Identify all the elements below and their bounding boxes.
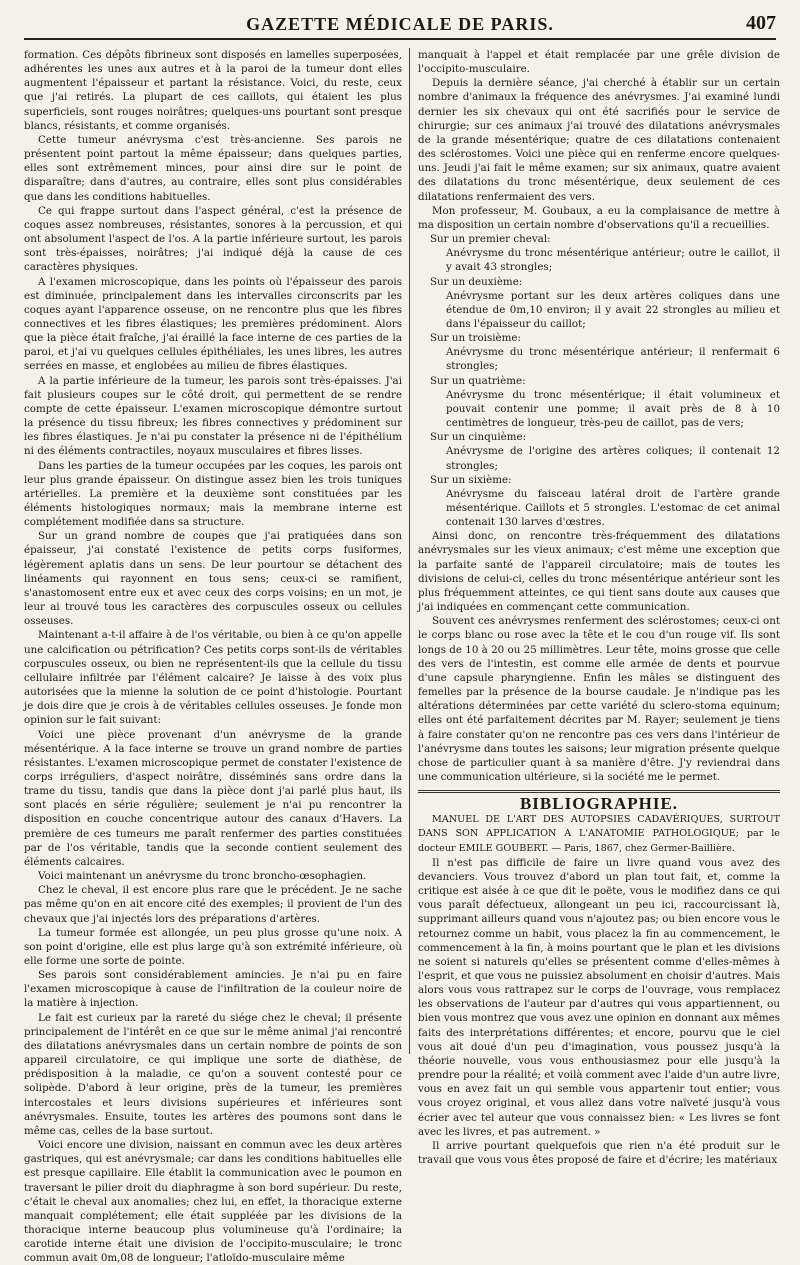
paragraph: Cette tumeur anévrysma c'est très-ancienne. Ses parois ne présentent point partout la même épaisseur; dans quelques parties, elles sont extrêmement minces, pour ainsi dire sur le point de disparaître; dans d'autres, au contraire, elles sont plus considérables que dans les conditions habituelles.: [24, 133, 402, 203]
paragraph: Sur un grand nombre de coupes que j'ai pratiquées dans son épaisseur, j'ai constaté l'existence de petits corps fusiformes, légèrement aplatis dans un sens. De leur pourtour se détachent des linéaments qui rayonnent en tous sens; ceux-ci se ramifient, s'anastomosent entre eux et avec ceux des corps voisins; en un mot, je leur ai trouvé tous les caractères des corpuscules osseux ou cellules osseuses.: [24, 530, 402, 628]
paragraph: Ainsi donc, on rencontre très-fréquemment des dilatations anévrysmales sur les vieux animaux; c'est même une exception que la parfaite santé de l'appareil circulatoire; mais de toutes les divisions de celui-ci, celles du tronc mésentérique antérieur sont les plus fréquemment atteintes, ce qui tient sans doute aux causes que j'ai indiquées en commençant cette communication.: [418, 530, 780, 614]
journal-title: GAZETTE MÉDICALE DE PARIS.: [246, 14, 554, 34]
paragraph: manquait à l'appel et était remplacée par une grêle division de l'occipito-musculaire.: [418, 49, 780, 76]
observation-heading: Sur un deuxième:: [430, 275, 523, 288]
observation-heading: Sur un troisième:: [430, 332, 521, 345]
observation-heading: Sur un sixième:: [430, 473, 512, 486]
observation-text: Anévrysme du tronc mésentérique antérieur; il renfermait 6 strongles;: [446, 346, 780, 373]
paragraph: Il n'est pas difficile de faire un livre quand vous avez des devanciers. Vous trouvez d'abord un plan tout fait, et, comme la critique est aisée à ce que dit le poëte, vous le modifiez dans ce qui vous paraît défectueux, allongeant un peu ici, raccourcissant là, supprimant ailleurs quand vous n'ajoutez pas; ou bien encore vous le retournez comme un habit, vous placez la fin au commencement, le commencement à la fin, à moins pourtant que le plan et les divisions ne soient si naturels qu'elles se présentent comme d'elles-mêmes à l'esprit, et que vous ne puissiez absolument en choisir d'autres. Mais alors vous vous rattrapez sur le corps de l'ouvrage, vous remplacez les observations de l'auteur par d'autres qui vous appartiennent, ou bien vous montrez que vous avez une opinion en donnant aux mêmes faits des interprétations différentes; et encore, pourvu que le ciel vous ait doué d'un peu d'imagination, vous poussez jusqu'à la théorie nouvelle, vous vous enthousiasmez pour elle jusqu'à la prendre pour la réalité; et voilà comment avec l'aide d'un autre livre, vous en avez fait un qui semble vous appartenir tout entier; vous vous croyez original, et vous allez dans votre naïveté jusqu'à vous écrier avec tel auteur que vous connaissez bien: « Les livres se font avec les livres, et pas autrement. »: [418, 856, 780, 1138]
section-rule: [418, 790, 780, 793]
observation-text: Anévrysme du tronc mésentérique antérieur; outre le caillot, il y avait 43 strongles;: [446, 247, 780, 274]
bibliography-reference: MANUEL DE L'ART DES AUTOPSIES CADAVÉRIQUES, SURTOUT DANS SON APPLICATION A L'ANATOMIE PATHOLOGIQUE; par le docteur EMILE GOUBERT. — Paris, 1867, chez Germer-Baillière.: [418, 814, 780, 854]
paragraph: Il arrive pourtant quelquefois que rien n'a été produit sur le travail que vous vous êtes proposé de faire et d'écrire; les matériaux: [418, 1139, 780, 1167]
page-header: [24, 12, 776, 40]
paragraph: Le fait est curieux par la rareté du siége chez le cheval; il présente principalement de l'intérêt en ce que sur le même animal j'ai rencontré des dilatations anévrysmales dans un certain nombre de points de son appareil circulatoire, ce qui implique une sorte de diathèse, de prédisposition à la maladie, ce qu'on a souvent contesté pour ce solipède. D'abord à leur origine, près de la tumeur, les premières intercostales et leurs divisions supérieures et inférieures sont anévrysmales. Ensuite, toutes les artères des poumons sont dans le même cas, celles de la base surtout.: [24, 1011, 402, 1137]
paragraph: Chez le cheval, il est encore plus rare que le précédent. Je ne sache pas même qu'on en ait encore cité des exemples; il provient de l'un des chevaux que j'ai injectés lors des préparations d'artères.: [24, 884, 402, 925]
paragraph: Ses parois sont considérablement amincies. Je n'ai pu en faire l'examen microscopique à cause de l'infiltration de la couleur noire de la matière à injection.: [24, 969, 402, 1010]
paragraph: Voici encore une division, naissant en commun avec les deux artères gastriques, qui est anévrysmale; car dans les conditions habituelles elle est presque capillaire. Elle établit la communication avec le poumon en traversant le pilier droit du diaphragme à son bord supérieur. Du reste, c'était le cheval aux anomalies; chez lui, en effet, la thoracique externe manquait complétement; elle était suppléée par les divisions de la thoracique interne beaucoup plus volumineuse qu'à l'ordinaire; la carotide interne était une division de l'occipito-musculaire; le tronc commun avait 0m,08 de longueur; l'atloïdo-musculaire même: [24, 1139, 402, 1265]
bibliography-heading: BIBLIOGRAPHIE.: [519, 794, 679, 814]
right-column: [418, 48, 780, 1167]
left-column: [24, 48, 402, 1265]
observation-text: Anévrysme du faisceau latéral droit de l'artère grande mésentérique. Caillots et 5 strongles. L'estomac de cet animal contenait 130 larves d'œstres.: [446, 487, 780, 529]
column-divider: [409, 48, 410, 1054]
paragraph: Depuis la dernière séance, j'ai cherché à établir sur un certain nombre d'animaux la fréquence des anévrysmes. J'ai examiné lundi dernier les six chevaux qui ont été sacrifiés pour le service de chirurgie; sur ces animaux j'ai trouvé des dilatations anévrysmales de la grande mésentérique; quatre de ces dilatations contenaient des sclérostomes. Voici une pièce qui en renferme encore quelques-uns. Jeudi j'ai fait le même examen; sur six animaux, quatre avaient des dilatations du tronc mésentérique, deux seulement de ces dilatations renfermaient des vers.: [418, 77, 780, 203]
paragraph: A la partie inférieure de la tumeur, les parois sont très-épaisses. J'ai fait plusieurs coupes sur le côté droit, qui permettent de se rendre compte de cette épaisseur. L'examen microscopique démontre surtout la présence du tissu fibreux; les fibres connectives y prédominent sur les fibres élastiques. Je n'ai pu constater la présence ni de l'épithélium ni des éléments contractiles, noyaux musculaires et fibres lisses.: [24, 374, 402, 458]
observation-text: Anévrysme du tronc mésentérique; il était volumineux et pouvait contenir une pomme; il avait près de 8 à 10 centimètres de longueur, très-peu de caillot, pas de vers;: [446, 388, 780, 430]
page-number: 407: [746, 12, 776, 34]
paragraph: Voici maintenant un anévrysme du tronc broncho-œsophagien.: [38, 870, 367, 883]
observation-heading: Sur un quatrième:: [430, 374, 526, 387]
observation-heading: Sur un premier cheval:: [430, 233, 551, 246]
paragraph: Dans les parties de la tumeur occupées par les coques, les parois ont leur plus grande épaisseur. On distingue assez bien les trois tuniques artérielles. La première et la deuxième sont constituées par les éléments histologiques normaux; mais la membrane interne est complétement modifiée dans sa structure.: [24, 459, 402, 529]
paragraph: Ce qui frappe surtout dans l'aspect général, c'est la présence de coques assez nombreuses, résistantes, sonores à la percussion, et qui ont absolument l'aspect de l'os. A la partie inférieure surtout, les parois sont très-épaisses, noirâtres; j'ai indiqué déjà la cause de ces caractères physiques.: [24, 204, 402, 274]
paragraph: Maintenant a-t-il affaire à de l'os véritable, ou bien à ce qu'on appelle une calcification ou pétrification? Ces petits corps sont-ils de véritables corpuscules osseux, ou bien ne représentent-ils que la cellule du tissu cellulaire infiltrée par l'élément calcaire? Je laisse à des voix plus autorisées que la mienne la solution de ce point d'histologie. Pourtant je dois dire que je crois à de véritables cellules osseuses. Je fonde mon opinion sur le fait suivant:: [24, 629, 402, 727]
observation-text: Anévrysme portant sur les deux artères coliques dans une étendue de 0m,10 environ; il y avait 22 strongles au milieu et dans l'épaisseur du caillot;: [446, 289, 780, 330]
observation-text: Anévrysme de l'origine des artères coliques; il contenait 12 strongles;: [446, 445, 780, 472]
paragraph: A l'examen microscopique, dans les points où l'épaisseur des parois est diminuée, principalement dans les intervalles circonscrits par les coques ayant l'apparence osseuse, on ne rencontre plus que les fibres connectives et les fibres élastiques; les premières prédominent. Alors que la pièce était fraîche, j'ai éraillé la face interne de ces parties de la paroi, et j'ai vu quelques cellules épithéliales, les unes libres, les autres serrées en masse, et englobées au milieu de fibres élastiques.: [24, 275, 402, 373]
observation-heading: Sur un cinquième:: [430, 431, 527, 444]
paragraph: Voici une pièce provenant d'un anévrysme de la grande mésentérique. A la face interne se trouve un grand nombre de parties résistantes. L'examen microscopique permet de constater l'existence de corps irréguliers, d'aspect noirâtre, disséminés sans ordre dans la trame du tissu, tandis que dans la pièce dont j'ai parlé plus haut, ils sont placés en série régulière; seulement je n'ai pu rencontrer la disposition en couche concentrique autour des canaux d'Havers. La première de ces tumeurs me paraît renfermer des parties constituées par de l'os véritable, tandis que la seconde contient seulement des éléments calcaires.: [24, 728, 402, 868]
paragraph: La tumeur formée est allongée, un peu plus grosse qu'une noix. A son point d'origine, elle est plus large qu'à son extrémité inférieure, où elle forme une sorte de pointe.: [24, 926, 402, 967]
paragraph: Souvent ces anévrysmes renferment des sclérostomes; ceux-ci ont le corps blanc ou rose avec la tête et le cou d'un rouge vif. Ils sont longs de 10 à 20 ou 25 millimètres. Leur tête, moins grosse que celle des vers de l'intestin, est comme elle armée de dents et pourvue d'une capsule pharyngienne. Enfin les mâles se distinguent des femelles par la présence de la bourse caudale. Je n'indique pas les altérations déterminées par cette variété du sclero-stoma equinum; elles ont été parfaitement décrites par M. Rayer; seulement je tiens à faire constater qu'on ne rencontre pas ces vers dans l'intérieur de l'anévrysme dans toutes les saisons; leur migration présente quelque chose de particulier quant à sa manière d'être. J'y reviendrai dans une communication ultérieure, si la société me le permet.: [418, 615, 780, 783]
paragraph: Mon professeur, M. Goubaux, a eu la complaisance de mettre à ma disposition un certain nombre d'observations qu'il a recueillies.: [418, 204, 780, 231]
paragraph: formation. Ces dépôts fibrineux sont disposés en lamelles superposées, adhérentes les unes aux autres et à la paroi de la tumeur dont elles augmentent l'épaisseur et partant la résistance. Voici, du reste, ceux que j'ai retirés. La plupart de ces caillots, qui étaient les plus superficiels, sont rouges noirâtres; quelques-uns pourtant sont presque blancs, résistants, et comme organisés.: [24, 49, 402, 132]
